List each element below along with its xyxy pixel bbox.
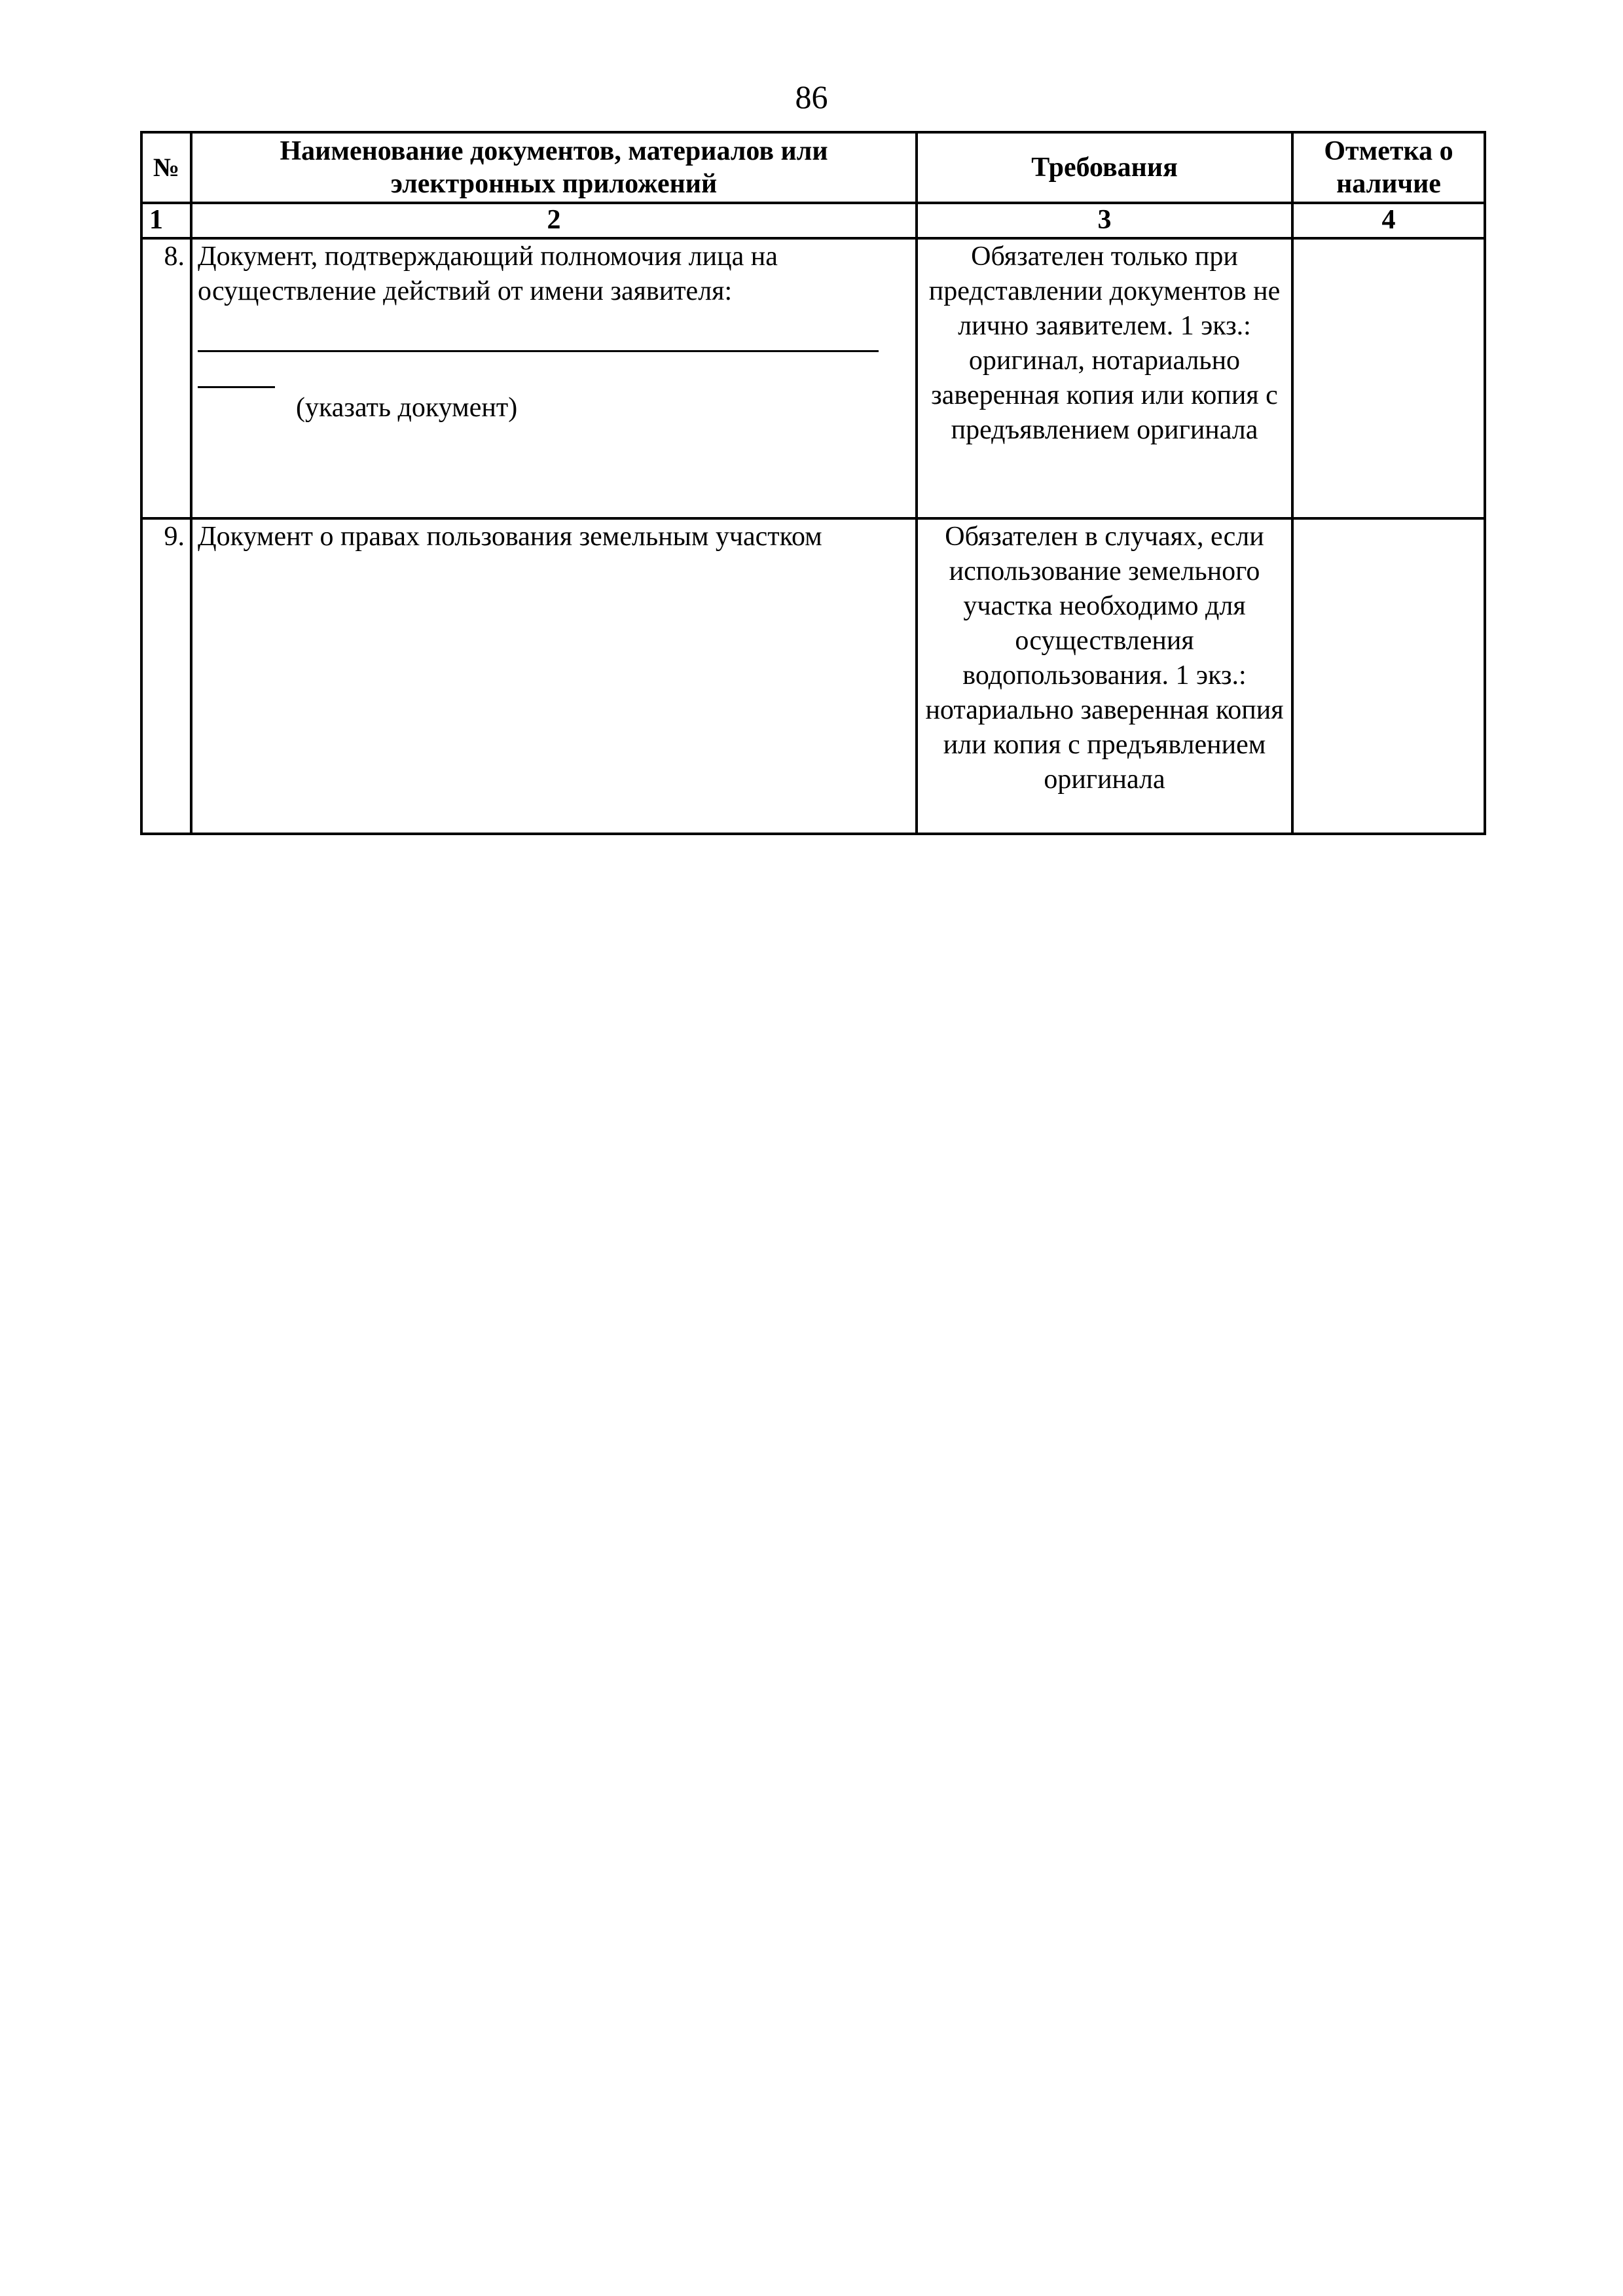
- requirements-cell: Обязателен только при представлении документов не лично заявителем. 1 экз.: оригинал, нотариально заверенная копия или копия с предъявлением оригинала: [917, 238, 1292, 518]
- document-name: Документ о правах пользования земельным участком: [191, 518, 917, 834]
- column-number-4: 4: [1292, 203, 1485, 238]
- column-number-1: 1: [141, 203, 191, 238]
- header-num: №: [141, 132, 191, 203]
- document-hint: (указать документ): [296, 393, 518, 423]
- table-row: [141, 238, 1485, 518]
- requirements-cell: Обязателен в случаях, если использование земельного участка необходимо для осуществления водопользования. 1 экз.: нотариально заверенная копия или копия с предъявлением оригинала: [917, 518, 1292, 834]
- row-number: 9.: [141, 518, 191, 834]
- header-mark: Отметка о наличие: [1292, 132, 1485, 203]
- mark-cell: [1292, 518, 1485, 834]
- fill-in-line: [198, 344, 879, 352]
- document-name: Документ, подтверждающий полномочия лица на осуществление действий от имени заявителя:: [198, 242, 778, 306]
- column-numbers-row: [141, 203, 1485, 238]
- row-number: 8.: [141, 238, 191, 518]
- column-number-2: 2: [191, 203, 917, 238]
- document-name-cell: [191, 238, 917, 518]
- mark-cell: [1292, 238, 1485, 518]
- documents-table: [140, 131, 1486, 835]
- table-row: [141, 518, 1485, 834]
- page-number: 86: [795, 79, 828, 115]
- column-number-3: 3: [917, 203, 1292, 238]
- fill-in-line-short: [198, 386, 275, 388]
- header-name: Наименование документов, материалов или электронных приложений: [191, 132, 917, 203]
- header-requirements: Требования: [917, 132, 1292, 203]
- table-header-row: [141, 132, 1485, 203]
